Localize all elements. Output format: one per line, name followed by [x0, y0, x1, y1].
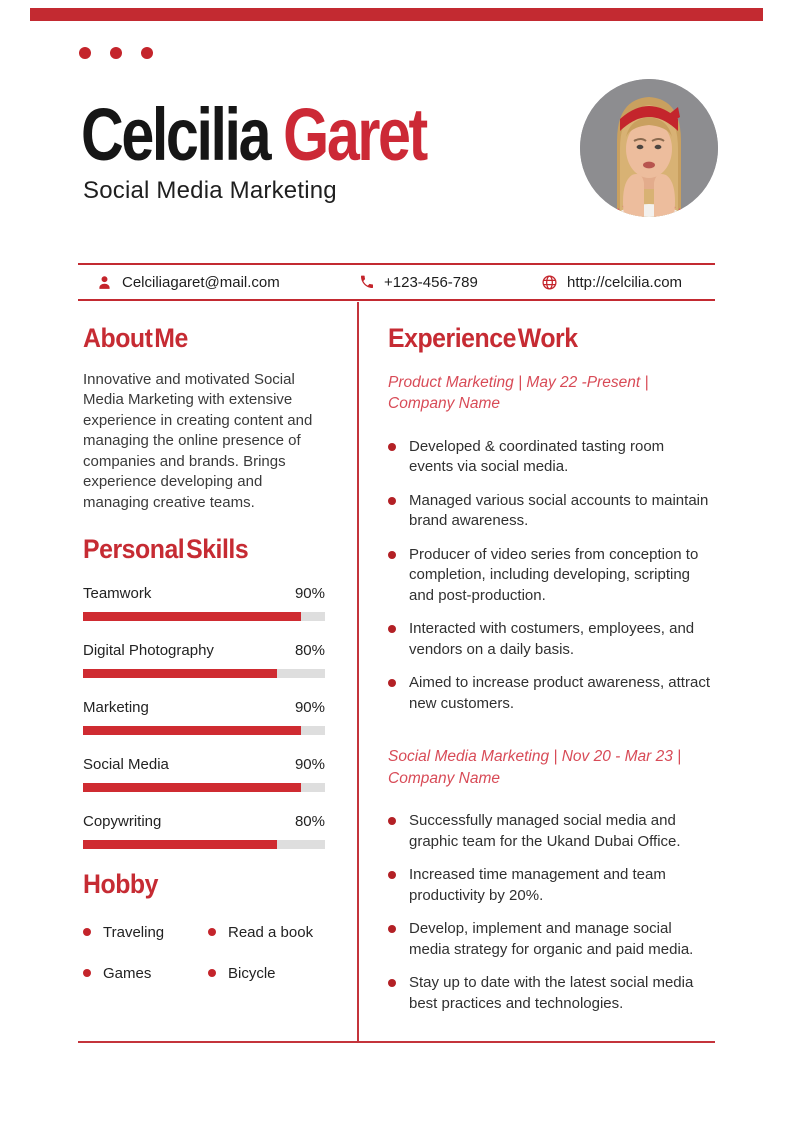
job-bullets [388, 811, 712, 1014]
bullet-dot-icon [388, 551, 396, 559]
contact-bar [78, 263, 715, 301]
skill-bar-track [83, 783, 325, 792]
job-title-subtitle: Social Media Marketing [83, 177, 337, 204]
skill-percent: 80% [294, 812, 325, 830]
skill-row [83, 756, 325, 792]
job-bullet-text: Aimed to increase product awareness, attract new customers. [409, 674, 710, 712]
job-role-dates: Social Media Marketing | Nov 20 - Mar 23 | [388, 748, 682, 766]
contact-phone [359, 265, 478, 299]
job-bullet [388, 491, 712, 532]
job-bullet-text: Interacted with costumers, employees, and vendors on a daily basis. [409, 620, 695, 658]
bullet-dot-icon [208, 969, 216, 977]
job-bullet-text: Increased time management and team productivity by 20%. [409, 866, 666, 904]
job-bullet-text: Developed & coordinated tasting room events via social media. [409, 437, 665, 476]
bullet-dot-icon [388, 497, 396, 505]
bullet-dot-icon [388, 979, 396, 987]
skill-label: Copywriting [83, 812, 162, 830]
column-divider [357, 302, 359, 1042]
job-bullet [388, 811, 712, 852]
job-bullet [388, 673, 712, 714]
skill-bar-track [83, 669, 325, 678]
bullet-dot-icon [388, 679, 396, 687]
hobby-label: Read a book [228, 923, 314, 941]
skill-percent: 90% [294, 698, 325, 716]
person-first-name: Celcilia [81, 93, 284, 176]
contact-website [541, 265, 682, 299]
bottom-rule [78, 1041, 715, 1043]
job-bullet-text: Stay up to date with the latest social media best practices and technologies. [409, 974, 694, 1012]
bullet-dot-icon [83, 928, 91, 936]
skill-percent: 90% [294, 584, 325, 602]
skill-bar-track [83, 840, 325, 849]
person-name [81, 93, 426, 176]
hobby-label: Bicycle [228, 964, 276, 982]
skill-label: Marketing [83, 698, 149, 716]
skill-row [83, 813, 325, 849]
hobby-label: Games [103, 964, 152, 982]
skill-label: Teamwork [83, 584, 152, 602]
skill-percent: 80% [294, 641, 325, 659]
hobby-item [208, 924, 325, 941]
jobs-container [388, 372, 712, 1015]
contact-email [96, 265, 280, 299]
bullet-dot-icon [388, 871, 396, 879]
right-column [388, 324, 712, 1027]
skill-label: Social Media [83, 755, 169, 773]
hobby-list [83, 924, 325, 982]
profile-photo-illustration [580, 79, 718, 217]
skill-bar-track [83, 726, 325, 735]
job-heading [388, 372, 712, 415]
job-bullet-text: Develop, implement and manage social media strategy for organic and paid media. [409, 920, 694, 958]
left-column [83, 324, 325, 982]
hobby-item [83, 965, 208, 982]
bullet-dot-icon [208, 928, 216, 936]
job-bullet-text: Managed various social accounts to maintain brand awareness. [409, 491, 709, 530]
dot-icon [79, 47, 91, 59]
skill-label: Digital Photography [83, 641, 214, 659]
job-bullet [388, 437, 712, 478]
dot-icon [110, 47, 122, 59]
job-bullets [388, 437, 712, 715]
job-bullet [388, 619, 712, 660]
job-bullet [388, 865, 712, 906]
job-bullet-text: Successfully managed social media and graphic team for the Ukand Dubai Office. [409, 812, 681, 850]
job-bullet [388, 545, 712, 607]
person-icon [96, 274, 113, 291]
contact-email-text: Celciliagaret@mail.com [122, 273, 280, 291]
bullet-dot-icon [83, 969, 91, 977]
top-accent-bar [30, 8, 763, 21]
job-bullet-text: Producer of video series from conception to completion, including developing, scripting and post-production. [409, 545, 699, 604]
job-role-dates: Product Marketing | May 22 -Present | [388, 373, 649, 391]
globe-icon [541, 274, 558, 291]
dot-icon [141, 47, 153, 59]
job-block [388, 372, 712, 715]
phone-icon [359, 274, 375, 290]
hobby-label: Traveling [103, 923, 165, 941]
about-me-text: Innovative and motivated Social Media Marketing with extensive experience in creating content and managing the online presence of companies and brands. Brings experience developing and managing creative teams. [83, 370, 313, 511]
profile-photo [580, 79, 718, 217]
skill-bar-fill [83, 669, 277, 678]
job-bullet [388, 973, 712, 1014]
job-company: Company Name [388, 769, 500, 787]
experience-work-title: Experience Work [388, 323, 578, 353]
skill-percent: 90% [294, 755, 325, 773]
person-last-name: Garet [283, 93, 426, 176]
hobby-item [208, 965, 325, 982]
job-heading [388, 746, 712, 789]
job-company: Company Name [388, 395, 500, 413]
bullet-dot-icon [388, 925, 396, 933]
about-me-title: About Me [83, 323, 188, 353]
job-block [388, 746, 712, 1014]
bullet-dot-icon [388, 443, 396, 451]
skill-row [83, 699, 325, 735]
skill-bar-fill [83, 612, 301, 621]
personal-skills-title: Personal Skills [83, 534, 249, 565]
job-bullet [388, 919, 712, 960]
hobby-title: Hobby [83, 868, 158, 899]
decorative-dots [79, 47, 153, 59]
bullet-dot-icon [388, 625, 396, 633]
skill-bar-fill [83, 783, 301, 792]
skill-bar-track [83, 612, 325, 621]
bullet-dot-icon [388, 817, 396, 825]
skill-row [83, 585, 325, 621]
skills-list [83, 585, 325, 849]
contact-phone-text: +123-456-789 [384, 273, 478, 291]
skill-bar-fill [83, 726, 301, 735]
skill-bar-fill [83, 840, 277, 849]
hobby-item [83, 924, 208, 941]
skill-row [83, 642, 325, 678]
contact-website-text: http://celcilia.com [567, 273, 683, 291]
